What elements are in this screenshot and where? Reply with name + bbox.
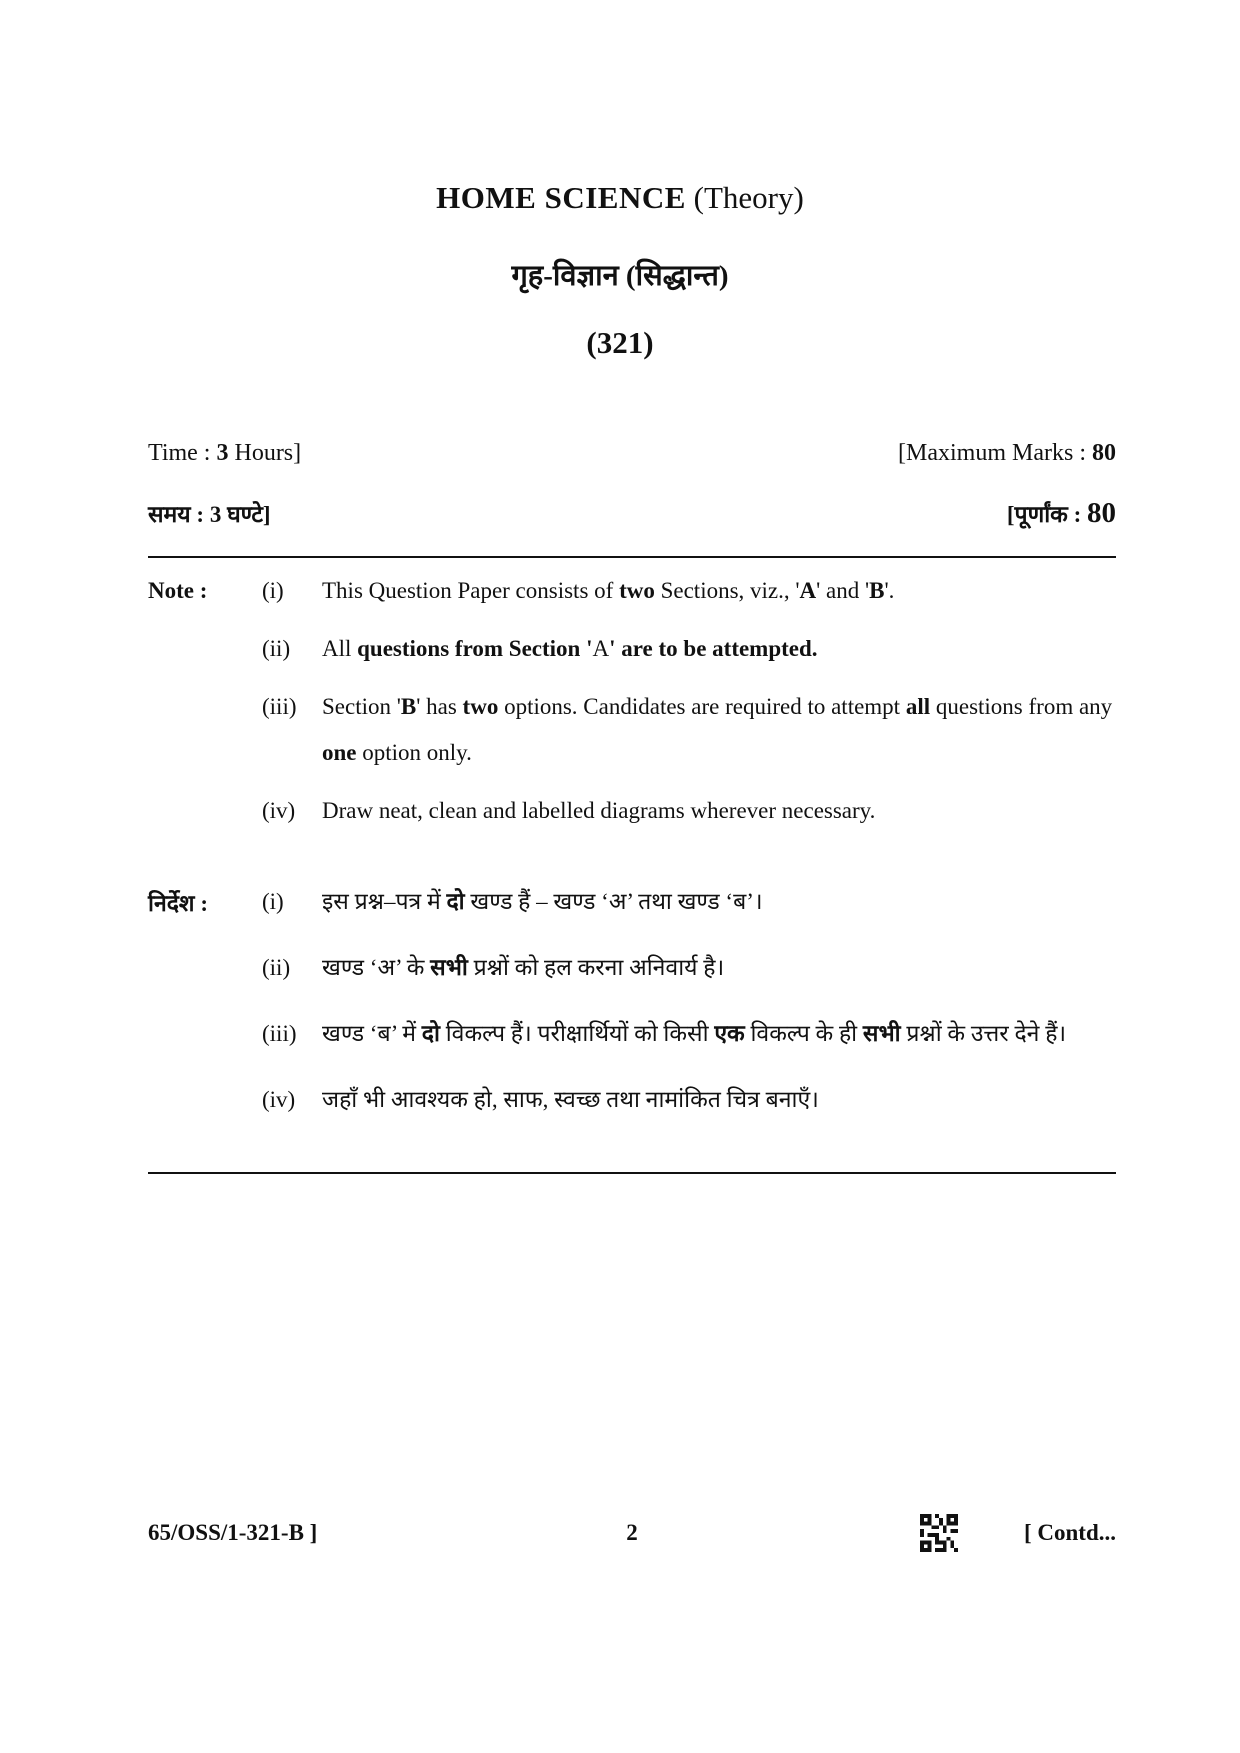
emphasis-text: एक [714,1021,745,1046]
note-item-text [322,1076,1116,1124]
plain-text: All [322,636,352,661]
plain-text: option only. [356,740,472,765]
emphasis-text: दो [421,1021,440,1046]
page-title [0,178,1240,218]
plain-text: जहाँ भी आवश्यक हो, साफ, स्वच्छ तथा नामांकित चित्र बनाएँ। [322,1087,819,1112]
emphasis-text: B [400,694,417,719]
emphasis-text: all [905,694,931,719]
emphasis-text: A [799,578,817,603]
note-item [262,788,1116,834]
time-label-en: Time : [148,440,217,466]
note-item-text [322,568,1116,614]
plain-text: Sections, viz., ' [654,578,800,603]
note-item-number: (iv) [262,798,296,823]
page-number: 2 [626,1520,638,1545]
title-main: HOME SCIENCE [436,180,686,215]
marks-label-en: [Maximum Marks : [898,440,1092,466]
paper-code: 65/OSS/1-321-B ] [148,1520,318,1545]
plain-text: questions from any [930,694,1113,719]
plain-text: This Question Paper consists of [322,578,620,603]
emphasis-text: सभी [862,1021,901,1046]
emphasis-text: ' are to be attempted. [609,636,818,661]
note-item-text [322,944,1116,992]
note-item-number: (iii) [262,694,297,719]
plain-text: '. [884,578,895,603]
title-hindi: गृह-विज्ञान (सिद्धान्त) [511,260,729,292]
note-item [262,944,1116,992]
plain-text: Section ' [322,694,401,719]
time-unit-hi: घण्टे] [221,502,271,527]
plain-text: ' has [416,694,463,719]
footer [148,1520,1116,1560]
time-label-hi: समय : [148,502,210,527]
contd-label: [ Contd... [1023,1520,1116,1545]
note-item [262,878,1116,926]
note-item [262,1076,1116,1124]
divider-top [148,556,1116,558]
note-label-en: Note : [148,578,208,603]
note-item-text [322,684,1116,776]
divider-bottom [148,1172,1116,1174]
time-info-hi [148,497,271,530]
marks-info-en [898,440,1116,467]
plain-text: A [592,636,610,661]
note-item [262,626,1116,672]
note-item [262,1010,1116,1058]
marks-info-hi [1007,497,1116,530]
note-item-text [322,788,1116,834]
time-unit-en: Hours] [228,440,302,466]
note-item-text [322,878,1116,926]
plain-text: options. Candidates are required to attempt [498,694,906,719]
note-item-text [322,1010,1116,1058]
emphasis-text: one [322,740,357,765]
plain-text: प्रश्नों को हल करना अनिवार्य है। [467,955,725,980]
note-item-text [322,626,1116,672]
note-item-number: (i) [262,578,284,603]
note-item-number: (iii) [262,1021,297,1046]
plain-text: ' and ' [816,578,870,603]
note-item [262,684,1116,776]
note-item [262,568,1116,614]
plain-text: खण्ड हैं – खण्ड ‘अ’ तथा खण्ड ‘ब’। [464,889,763,914]
meta-row-english [148,440,1116,467]
marks-value-en: 80 [1092,440,1116,466]
note-list-hi [262,878,1116,1142]
title-sub: (Theory) [693,180,804,215]
subject-code: (321) [586,325,654,360]
note-list-en [262,568,1116,846]
plain-text: Draw neat, clean and labelled diagrams wherever necessary. [322,798,876,823]
plain-text: इस प्रश्न–पत्र में [322,889,447,914]
qr-code-icon [920,1514,958,1552]
emphasis-text: B [869,578,885,603]
plain-text: प्रश्नों के उत्तर देने हैं। [900,1021,1067,1046]
note-item-number: (ii) [262,955,291,980]
marks-label-hi: [पूर्णांक : [1006,502,1087,527]
plain-text: खण्ड ‘अ’ के [322,955,431,980]
note-item-number: (ii) [262,636,291,661]
emphasis-text: सभी [430,955,468,980]
emphasis-text: two [462,694,499,719]
time-value-en: 3 [216,440,229,466]
time-info-en [148,440,301,467]
meta-row-hindi [148,497,1116,530]
plain-text: खण्ड ‘ब’ में [322,1021,422,1046]
note-label-hi: निर्देश : [148,891,208,916]
emphasis-text: two [619,578,655,603]
note-item-number: (iv) [262,1087,296,1112]
emphasis-text: questions from Section ' [351,636,593,661]
time-value-hi: 3 [209,502,222,527]
emphasis-text: दो [446,889,465,914]
marks-value-hi: 80 [1087,497,1116,529]
note-item-number: (i) [262,889,284,914]
plain-text: विकल्प के ही [744,1021,863,1046]
plain-text: विकल्प हैं। परीक्षार्थियों को किसी [439,1021,715,1046]
